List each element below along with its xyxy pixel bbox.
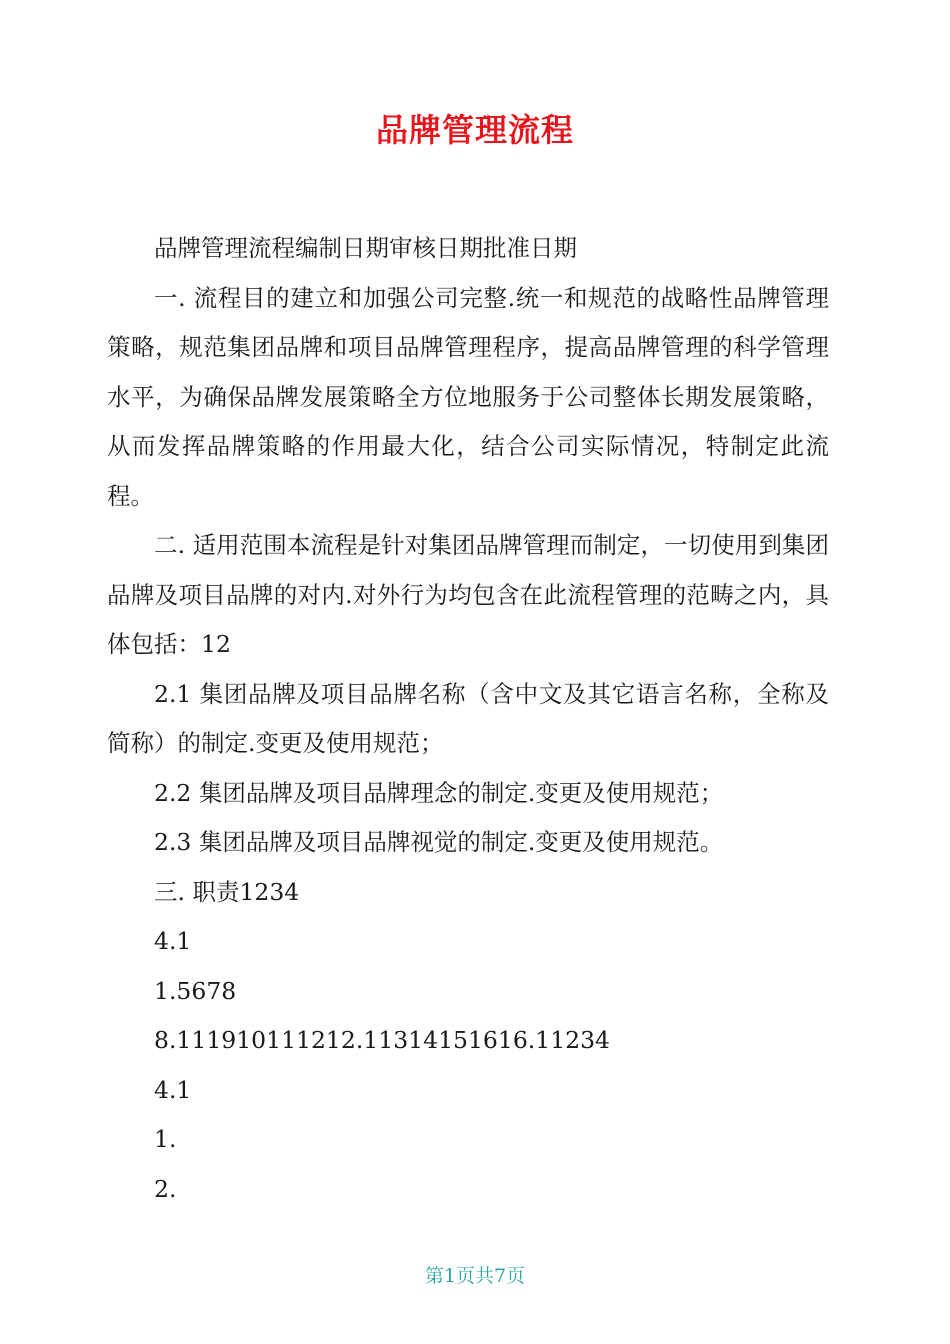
list-item: 1.5678 bbox=[154, 976, 237, 1005]
page-number-footer: 第1页共7页 bbox=[424, 1265, 526, 1287]
page-title: 品牌管理流程 bbox=[375, 111, 574, 149]
list-item: 4.1 bbox=[154, 927, 192, 955]
header-line: 品牌管理流程编制日期审核日期批准日期 bbox=[154, 234, 577, 262]
section-scope: 二. 适用范围本流程是针对集团品牌管理而制定，一切使用到集团品牌及项目品牌的对内.对外行为均包含在此流程管理的范畴之内，具体包括：12 bbox=[107, 531, 829, 658]
scope-item-2-2: 2.2 集团品牌及项目品牌理念的制定.变更及使用规范； bbox=[154, 778, 724, 807]
section-responsibilities: 三. 职责1234 bbox=[154, 877, 300, 906]
scope-item-2-1: 2.1 集团品牌及项目品牌名称（含中文及其它语言名称，全称及简称）的制定.变更及使用规范； bbox=[107, 679, 829, 757]
list-item: 1. bbox=[154, 1125, 177, 1153]
section-purpose: 一. 流程目的建立和加强公司完整.统一和规范的战略性品牌管理策略，规范集团品牌和项目品牌管理程序，提高品牌管理的科学管理水平，为确保品牌发展策略全方位地服务于公司整体长期发展策略，从而发挥品牌策略的作用最大化，结合公司实际情况，特制定此流程。 bbox=[107, 283, 829, 510]
list-item: 8.111910111212.11314151616.11234 bbox=[154, 1026, 611, 1054]
list-item: 2. bbox=[154, 1174, 177, 1203]
scope-item-2-3: 2.3 集团品牌及项目品牌视觉的制定.变更及使用规范。 bbox=[154, 828, 724, 856]
document-body bbox=[107, 224, 829, 1214]
list-item: 4.1 bbox=[154, 1075, 192, 1104]
